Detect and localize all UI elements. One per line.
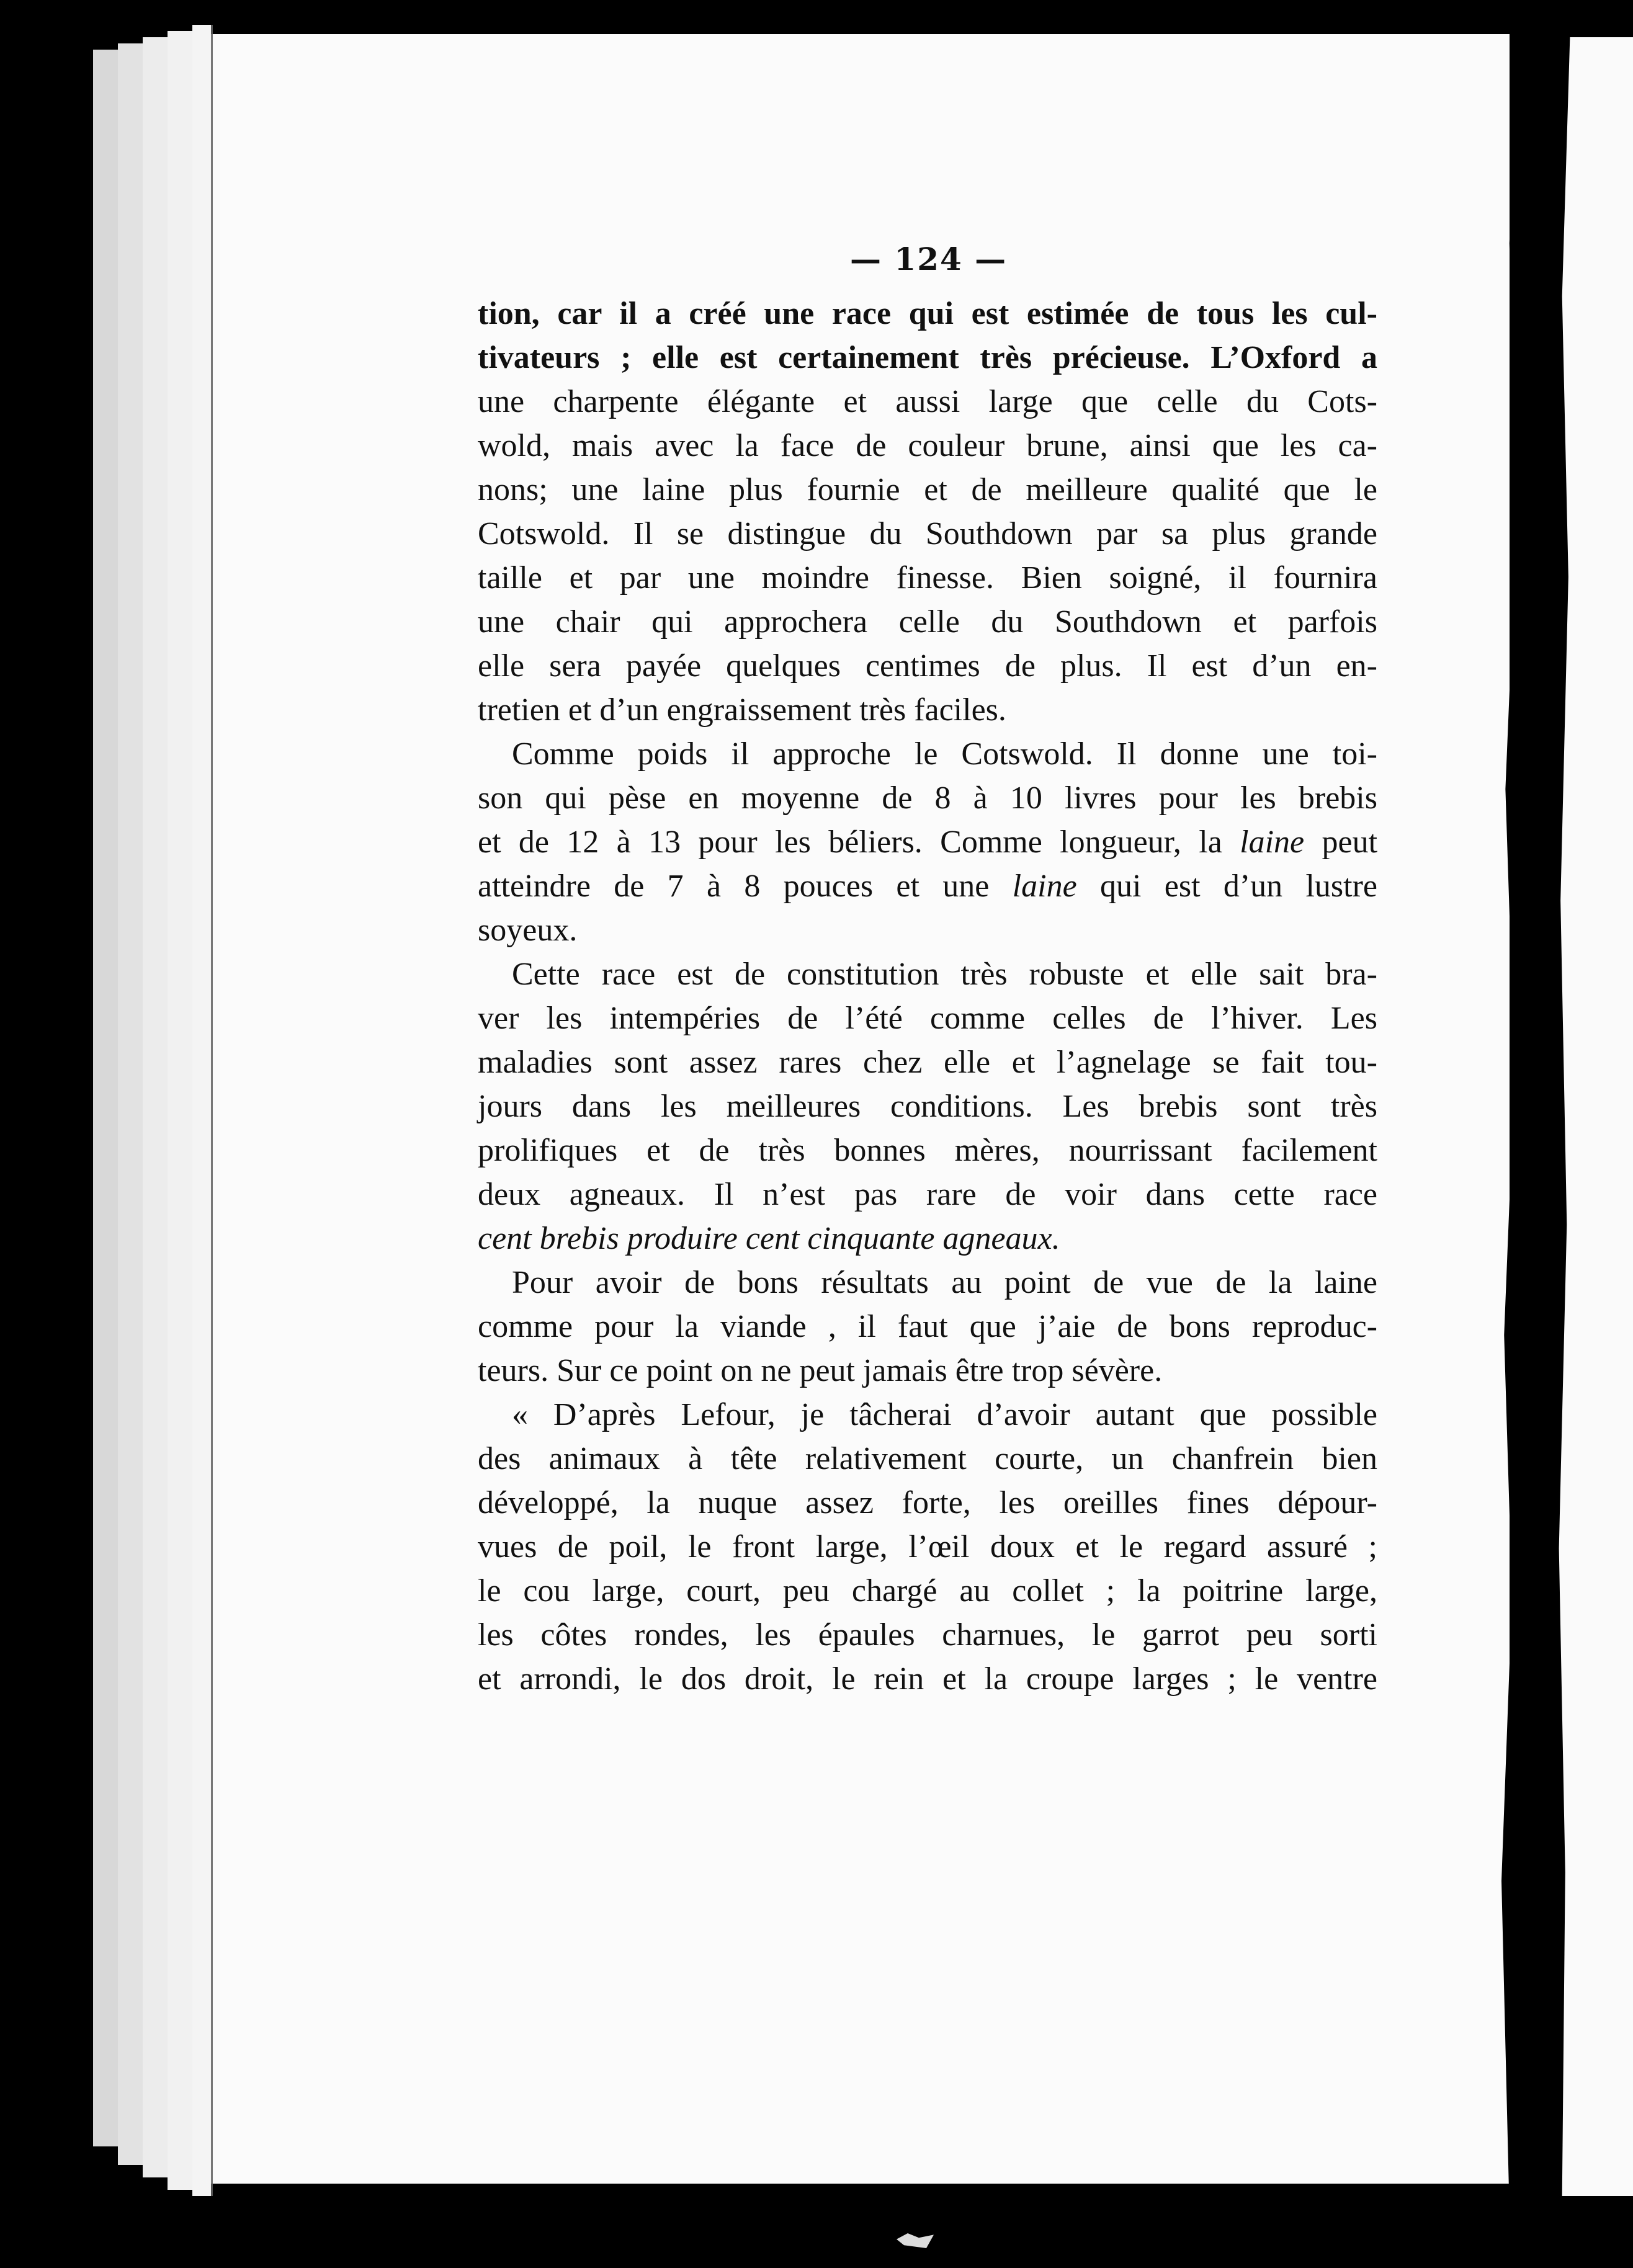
text-line: wold, mais avec la face de couleur brune, ainsi que les ca- xyxy=(478,428,1377,463)
text-line: Pour avoir de bons résultats au point de vue de la laine xyxy=(512,1265,1377,1300)
text-line: ver les intempéries de l’été comme celles de l’hiver. Les xyxy=(478,1001,1377,1036)
text-line: tretien et d’un engraissement très faciles. xyxy=(478,692,1006,728)
text-segment: qui est d’un lustre xyxy=(1099,868,1378,904)
text-line: cent brebis produire cent cinquante agneaux. xyxy=(478,1221,1060,1256)
text-line: vues de poil, le front large, l’œil doux et le regard assuré ; xyxy=(478,1529,1377,1565)
page-edge xyxy=(118,43,145,2165)
facing-page-edge xyxy=(1554,37,1633,2196)
text-line: développé, la nuque assez forte, les oreilles fines dépour- xyxy=(478,1485,1377,1520)
text-line: prolifiques et de très bonnes mères, nourrissant facilement xyxy=(478,1133,1377,1168)
text-line: teurs. Sur ce point on ne peut jamais être trop sévère. xyxy=(478,1353,1163,1388)
text-line: nons; une laine plus fournie et de meilleure qualité que le xyxy=(478,472,1377,507)
text-segment: peut xyxy=(1322,824,1378,860)
text-line: Cette race est de constitution très robuste et elle sait bra- xyxy=(512,957,1377,992)
text-line: les côtes rondes, les épaules charnues, le garrot peu sorti xyxy=(478,1617,1377,1653)
text-line: soyeux. xyxy=(478,913,578,948)
text-line: des animaux à tête relativement courte, un chanfrein bien xyxy=(478,1441,1377,1476)
page-edge xyxy=(143,37,169,2177)
text-line xyxy=(478,864,1377,908)
page-edge xyxy=(192,25,213,2196)
text-line: deux agneaux. Il n’est pas rare de voir dans cette race xyxy=(478,1177,1377,1212)
text-line: le cou large, court, peu chargé au collet ; la poitrine large, xyxy=(478,1573,1377,1609)
text-line: son qui pèse en moyenne de 8 à 10 livres pour les brebis xyxy=(478,780,1377,816)
text-line: elle sera payée quelques centimes de plus. Il est d’un en- xyxy=(478,648,1377,684)
italic-word: laine xyxy=(1012,868,1077,904)
text-line xyxy=(478,820,1377,864)
text-line: « D’après Lefour, je tâcherai d’avoir autant que possible xyxy=(512,1397,1377,1432)
body-text xyxy=(478,292,1377,1701)
text-segment: atteindre de 7 à 8 pouces et une xyxy=(478,868,990,904)
text-line: une chair qui approchera celle du Southdown et parfois xyxy=(478,604,1377,640)
text-line: tivateurs ; elle est certainement très précieuse. L’Oxford a xyxy=(478,340,1377,375)
page-number: — 124 — xyxy=(850,241,1008,277)
text-line: et arrondi, le dos droit, le rein et la croupe larges ; le ventre xyxy=(478,1661,1377,1697)
italic-word: laine xyxy=(1240,824,1305,860)
page-edge xyxy=(93,50,120,2146)
page-edge xyxy=(168,31,194,2190)
text-line: jours dans les meilleures conditions. Les brebis sont très xyxy=(478,1089,1377,1124)
text-line: Cotswold. Il se distingue du Southdown par sa plus grande xyxy=(478,516,1377,551)
text-line: une charpente élégante et aussi large que celle du Cots- xyxy=(478,384,1377,419)
text-line: comme pour la viande , il faut que j’aie de bons reproduc- xyxy=(478,1309,1377,1344)
text-line: Comme poids il approche le Cotswold. Il donne une toi- xyxy=(512,736,1377,772)
text-line: tion, car il a créé une race qui est estimée de tous les cul- xyxy=(478,296,1377,331)
text-line: maladies sont assez rares chez elle et l’agnelage se fait tou- xyxy=(478,1045,1377,1080)
text-line: taille et par une moindre finesse. Bien soigné, il fournira xyxy=(478,560,1377,596)
scan-artifact xyxy=(897,2233,934,2248)
text-segment: et de 12 à 13 pour les béliers. Comme longueur, la xyxy=(478,824,1222,860)
